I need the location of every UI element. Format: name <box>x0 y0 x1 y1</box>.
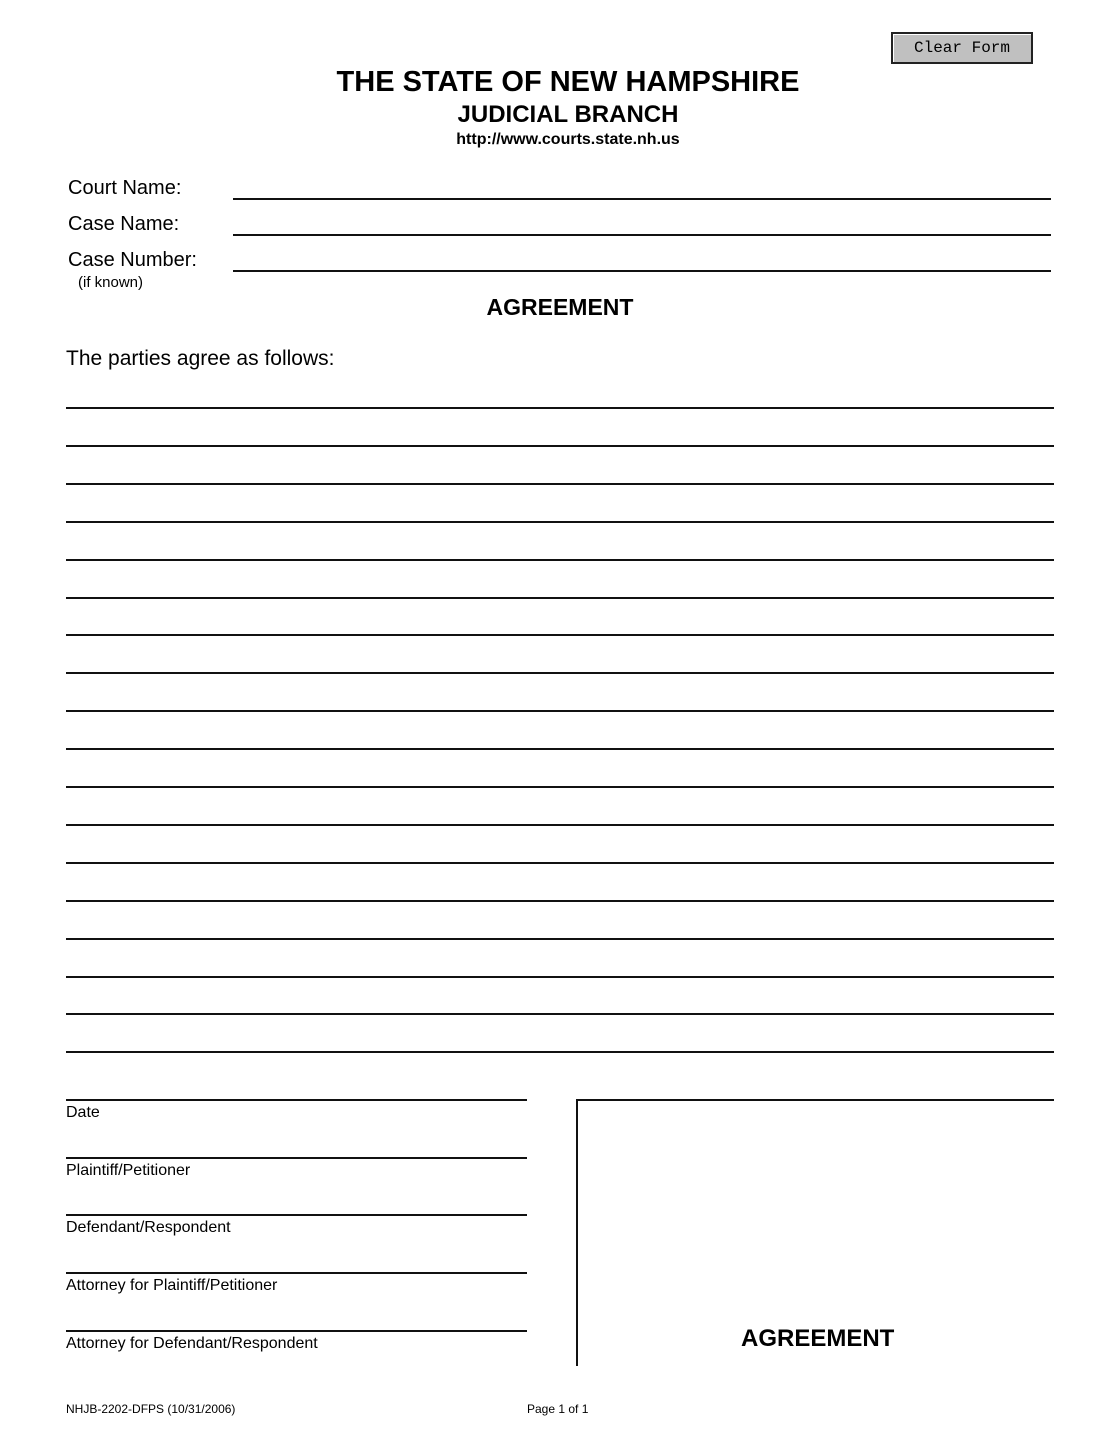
agreement-line[interactable] <box>66 559 1054 561</box>
if-known-note: (if known) <box>78 274 144 291</box>
court-name-field[interactable] <box>233 198 1051 200</box>
agreement-line[interactable] <box>66 862 1054 864</box>
agreement-line[interactable] <box>66 407 1054 409</box>
agreement-line[interactable] <box>66 521 1054 523</box>
case-number-label: Case Number: <box>68 249 197 271</box>
page-title: THE STATE OF NEW HAMPSHIRE <box>336 66 800 98</box>
court-url: http://www.courts.state.nh.us <box>456 131 680 148</box>
agreement-line[interactable] <box>66 634 1054 636</box>
page-subtitle: JUDICIAL BRANCH <box>457 101 679 128</box>
signature-label: Plaintiff/Petitioner <box>66 1161 191 1179</box>
case-name-label: Case Name: <box>68 213 180 235</box>
signature-line[interactable] <box>66 1214 527 1216</box>
agreement-line[interactable] <box>66 672 1054 674</box>
agreement-line[interactable] <box>66 1013 1054 1015</box>
box-left-border <box>576 1099 578 1366</box>
case-number-field[interactable] <box>233 270 1051 272</box>
agreement-line[interactable] <box>66 710 1054 712</box>
court-name-label: Court Name: <box>68 177 182 199</box>
signature-label: Date <box>66 1104 100 1121</box>
agreement-line[interactable] <box>66 748 1054 750</box>
signature-line[interactable] <box>66 1272 527 1274</box>
page-number: Page 1 of 1 <box>527 1402 589 1416</box>
signature-label: Defendant/Respondent <box>66 1219 231 1237</box>
case-name-field[interactable] <box>233 234 1051 236</box>
form-title: AGREEMENT <box>486 294 634 320</box>
agreement-line[interactable] <box>66 445 1054 447</box>
form-id: NHJB-2202-DFPS (10/31/2006) <box>66 1402 236 1416</box>
signature-line[interactable] <box>66 1099 527 1101</box>
box-title: AGREEMENT <box>741 1325 895 1352</box>
agreement-line[interactable] <box>66 597 1054 599</box>
agreement-line[interactable] <box>66 1051 1054 1053</box>
signature-label: Attorney for Plaintiff/Petitioner <box>66 1277 278 1295</box>
signature-label: Attorney for Defendant/Respondent <box>66 1334 318 1352</box>
agreement-line[interactable] <box>66 786 1054 788</box>
clear-form-button[interactable]: Clear Form <box>891 32 1033 64</box>
agreement-line[interactable] <box>66 483 1054 485</box>
agreement-line[interactable] <box>66 976 1054 978</box>
agreement-line[interactable] <box>66 900 1054 902</box>
intro-text: The parties agree as follows: <box>66 347 335 370</box>
box-top-border <box>576 1099 1054 1101</box>
signature-line[interactable] <box>66 1157 527 1159</box>
signature-line[interactable] <box>66 1330 527 1332</box>
agreement-line[interactable] <box>66 938 1054 940</box>
agreement-line[interactable] <box>66 824 1054 826</box>
